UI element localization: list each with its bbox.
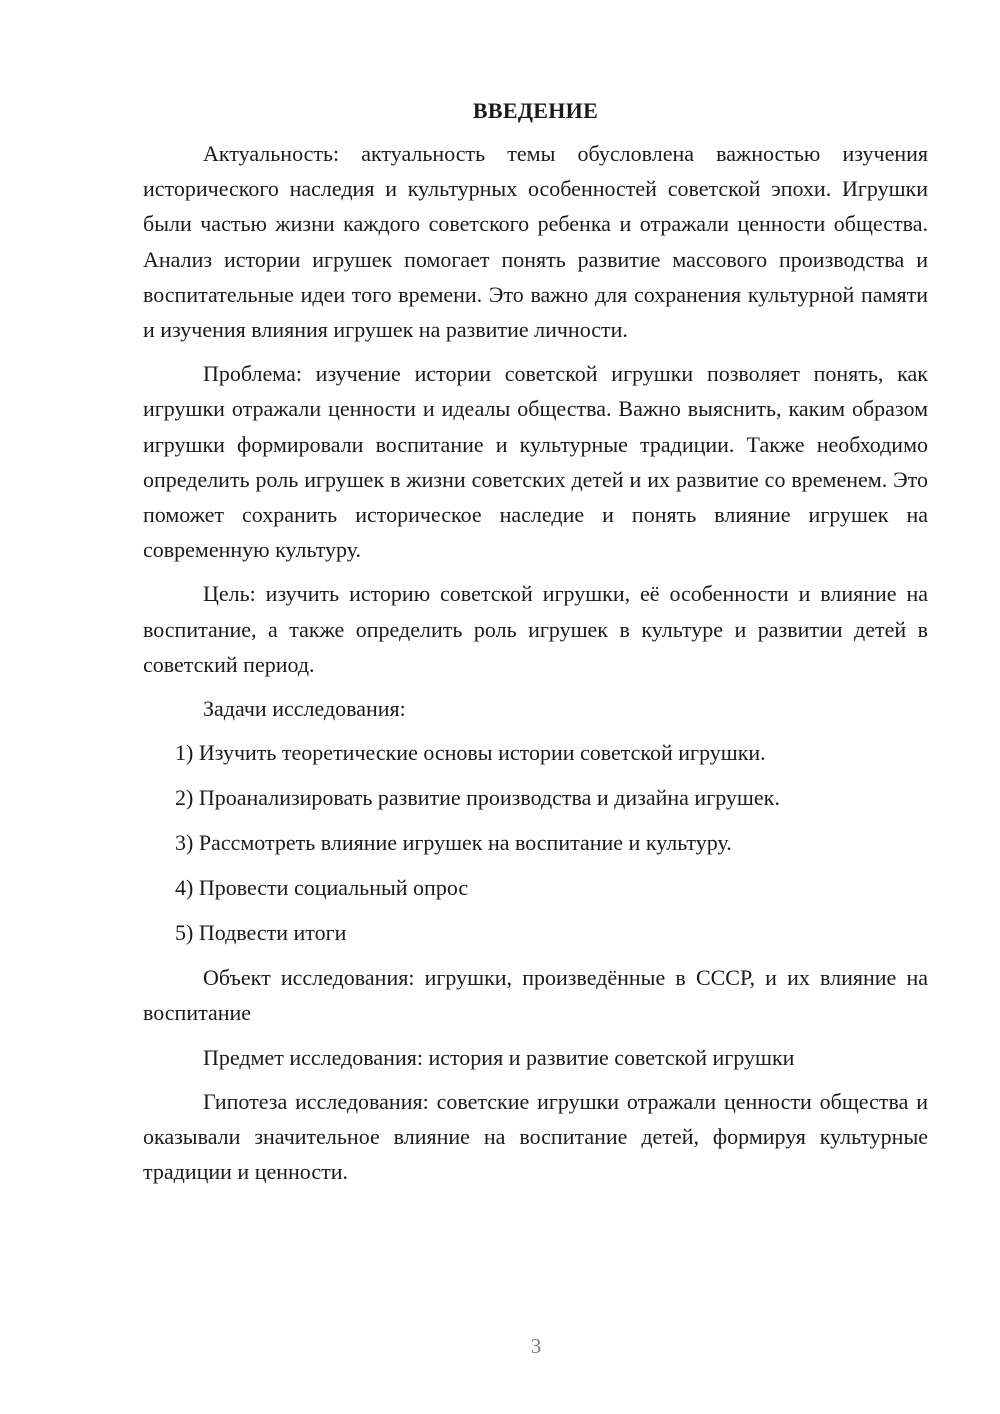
paragraph-goal: Цель: изучить историю советской игрушки, её особенности и влияние на воспитание, а также определить роль игрушек в культуре и развитии детей в советский период. <box>143 581 928 677</box>
tasks-list <box>143 735 928 950</box>
paragraph-tasks-intro: Задачи исследования: <box>203 696 406 722</box>
list-item: 2) Проанализировать развитие производства и дизайна игрушек. <box>175 785 780 811</box>
paragraph-object: Объект исследования: игрушки, произведённые в СССР, и их влияние на воспитание <box>143 965 928 1026</box>
list-item: 4) Провести социальный опрос <box>175 875 469 901</box>
paragraph-problem: Проблема: изучение истории советской игрушки позволяет понять, как игрушки отражали ценности и идеалы общества. Важно выяснить, каким образом игрушки формировали воспитание и культурные традиции. Также необходимо определить роль игрушек в жизни советских детей и их развитие со временем. Это поможет сохранить историческое наследие и понять влияние игрушек на современную культуру. <box>143 361 928 563</box>
page-number: 3 <box>530 1334 542 1358</box>
paragraph-hypothesis: Гипотеза исследования: советские игрушки отражали ценности общества и оказывали значительное влияние на воспитание детей, формируя культурные традиции и ценности. <box>143 1088 928 1185</box>
list-item: 5) Подвести итоги <box>175 920 347 946</box>
paragraph-subject: Предмет исследования: история и развитие советской игрушки <box>203 1044 795 1070</box>
list-item: 1) Изучить теоретические основы истории советской игрушки. <box>175 740 766 766</box>
paragraph-relevance: Актуальность: актуальность темы обусловлена важностью изучения исторического наследия и культурных особенностей советской эпохи. Игрушки были частью жизни каждого советского ребенка и отражали ценности общества. Анализ истории игрушек помогает понять развитие массового производства и воспитательные идеи того времени. Это важно для сохранения культурной памяти и изучения влияния игрушек на развитие личности. <box>143 141 928 343</box>
page-content <box>143 96 928 1198</box>
section-heading: ВВЕДЕНИЕ <box>472 98 599 123</box>
list-item: 3) Рассмотреть влияние игрушек на воспитание и культуру. <box>175 830 732 856</box>
